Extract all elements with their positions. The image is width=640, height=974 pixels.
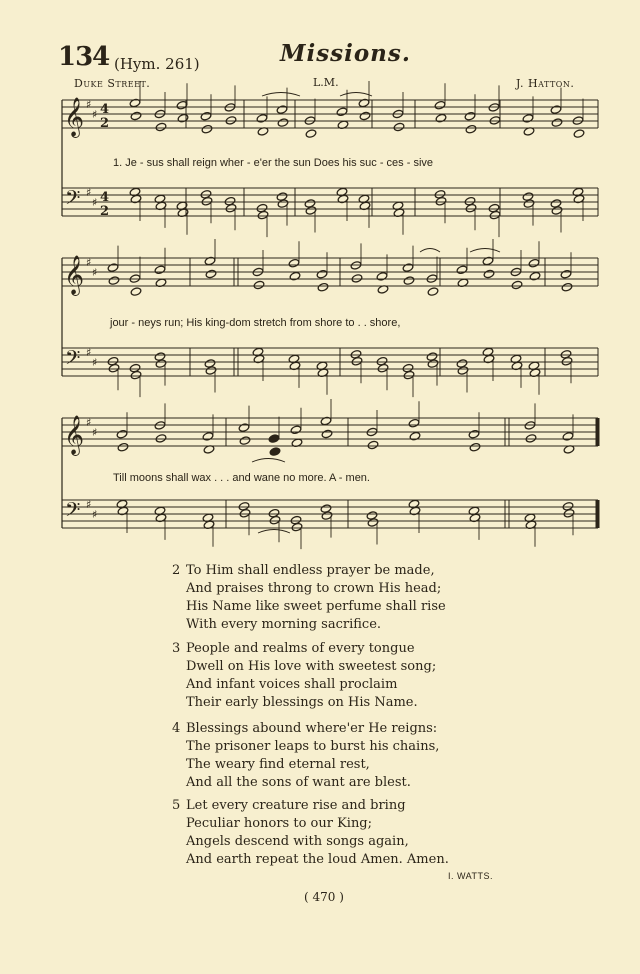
stanza-line: People and realms of every tongue [186, 641, 415, 656]
sharp-icon: ♯ [92, 266, 98, 279]
note-head [130, 287, 142, 297]
note-head [403, 276, 415, 286]
note-head [409, 431, 421, 441]
note-head [290, 425, 302, 435]
lyric-line-system-3: Till moons shall wax . . . and wane no more. A - men. [113, 472, 370, 484]
note-head [522, 114, 534, 124]
note-head [108, 276, 120, 286]
note-head [239, 436, 251, 446]
note-head [116, 429, 128, 439]
stanza-number: 3 [172, 641, 181, 656]
note-head [359, 111, 371, 121]
note-head [200, 111, 212, 121]
sharp-icon: ♯ [92, 508, 98, 521]
note-head [456, 265, 468, 275]
hymn-number: 134 [58, 42, 110, 72]
sharp-icon: ♯ [92, 356, 98, 369]
note-head [205, 269, 217, 279]
stanza-line: And earth repeat the loud Amen. Amen. [186, 852, 449, 867]
stanza-number: 2 [172, 563, 181, 578]
note-head [408, 418, 420, 428]
stanza-3 [172, 640, 436, 712]
note-head [529, 271, 541, 281]
page-number: ( 470 ) [304, 890, 344, 904]
sharp-icon: ♯ [86, 186, 92, 199]
section-title: Missions. [280, 40, 411, 67]
lyric-line-system-1: 1. Je - sus shall reign wher - e'er the sun Does his suc - ces - sive [113, 157, 434, 169]
sharp-icon: ♯ [86, 498, 92, 511]
note-head [489, 116, 501, 126]
sharp-icon: ♯ [92, 426, 98, 439]
sharp-icon: ♯ [92, 196, 98, 209]
tie [470, 249, 500, 253]
stanza-line: Blessings abound where'er He reigns: [186, 721, 438, 736]
tie [340, 93, 372, 97]
stanza-line: His Name like sweet perfume shall rise [186, 599, 446, 614]
note-head [321, 429, 333, 439]
note-head [107, 263, 119, 273]
stanza-line: And praises throng to crown His head; [186, 581, 442, 596]
stanza-line: And all the sons of want are blest. [186, 775, 411, 790]
note-head [427, 287, 439, 297]
tie [262, 93, 300, 97]
note-head [465, 124, 477, 134]
note-head [561, 282, 573, 292]
treble-clef: 𝄞 [64, 255, 85, 295]
time-signature-numerator: 4 [100, 102, 110, 117]
stanza-line: With every morning sacrifice. [186, 617, 382, 632]
time-signature-denominator: 2 [100, 116, 110, 131]
stanza-4 [172, 720, 439, 792]
note-head [316, 269, 328, 279]
meter: L.M. [313, 76, 339, 89]
note-head [511, 280, 523, 290]
note-head [393, 122, 405, 132]
note-head [560, 269, 572, 279]
sharp-icon: ♯ [86, 416, 92, 429]
bass-clef: 𝄢 [65, 498, 81, 526]
hymnal-reference: (Hym. 261) [114, 55, 200, 73]
stanza-line: Dwell on His love with sweetest song; [186, 659, 437, 674]
composer: J. Hatton. [516, 77, 575, 90]
note-head [402, 263, 414, 273]
note-head [276, 105, 288, 115]
note-head [483, 269, 495, 279]
sharp-icon: ♯ [86, 256, 92, 269]
note-head [464, 111, 476, 121]
stanza-5 [172, 797, 449, 869]
stanza-line: And infant voices shall proclaim [186, 677, 398, 692]
note-head [434, 100, 446, 110]
note-head [155, 122, 167, 132]
stanza-line: The weary find eternal rest, [186, 757, 370, 772]
note-head [336, 107, 348, 117]
note-head [562, 432, 574, 442]
time-signature-numerator: 4 [100, 190, 110, 205]
note-head [130, 111, 142, 121]
stanza-line: Angels descend with songs again, [186, 834, 409, 849]
stanza-number: 4 [172, 721, 181, 736]
note-head [155, 434, 167, 444]
note-head [550, 105, 562, 115]
note-head [573, 129, 585, 139]
stanza-line: To Him shall endless prayer be made, [186, 563, 435, 578]
note-head [551, 118, 563, 128]
stanza-line: Peculiar honors to our King; [186, 816, 373, 831]
tie [420, 249, 440, 253]
treble-clef: 𝄞 [64, 97, 85, 137]
tune-name: Duke Street. [74, 77, 151, 90]
note-head [435, 113, 447, 123]
author-attribution: I. WATTS. [448, 871, 493, 881]
note-head [202, 432, 214, 442]
note-head [528, 258, 540, 268]
note-head [376, 272, 388, 282]
note-head [305, 129, 317, 139]
stanza-line: The prisoner leaps to burst his chains, [186, 739, 440, 754]
note-head [317, 282, 329, 292]
sharp-icon: ♯ [86, 346, 92, 359]
note-head [225, 116, 237, 126]
stanza-number: 5 [172, 798, 181, 813]
treble-clef: 𝄞 [64, 415, 85, 455]
lyric-line-system-2: jour - neys run; His king-dom stretch from shore to . . shore, [110, 317, 401, 329]
sharp-icon: ♯ [92, 108, 98, 121]
note-head [468, 429, 480, 439]
note-head [269, 447, 281, 457]
bass-clef: 𝄢 [65, 346, 81, 374]
note-head [469, 442, 481, 452]
note-head [253, 280, 265, 290]
note-head [154, 265, 166, 275]
note-head [367, 440, 379, 450]
stanza-line: Let every creature rise and bring [186, 798, 406, 813]
bass-clef: 𝄢 [65, 186, 81, 214]
note-head [117, 442, 129, 452]
note-head [201, 124, 213, 134]
note-head [238, 423, 250, 433]
tie [258, 530, 290, 534]
note-head [177, 113, 189, 123]
sharp-icon: ♯ [86, 98, 92, 111]
note-head [289, 271, 301, 281]
note-head [288, 258, 300, 268]
time-signature-denominator: 2 [100, 204, 110, 219]
stanza-2 [172, 562, 446, 634]
note-head [351, 274, 363, 284]
note-head [256, 114, 268, 124]
note-head [268, 434, 280, 444]
tie [252, 459, 285, 463]
note-head [277, 118, 289, 128]
note-head [525, 434, 537, 444]
stanza-line: Their early blessings on His Name. [186, 695, 418, 710]
